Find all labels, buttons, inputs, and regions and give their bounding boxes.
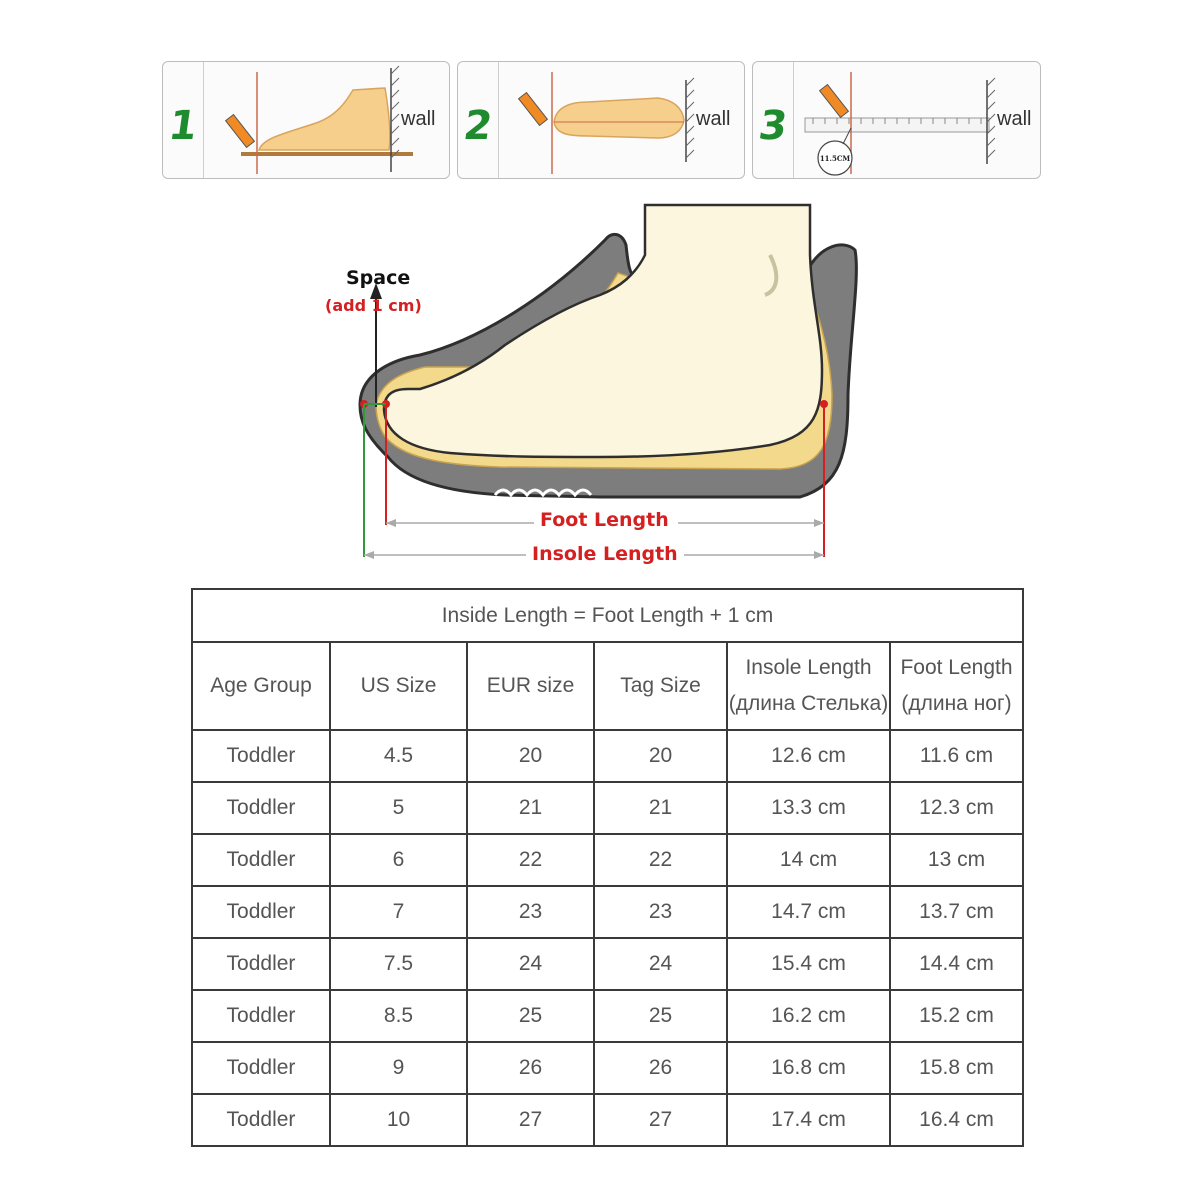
space-label: Space — [346, 267, 411, 289]
size-chart-table — [191, 588, 1024, 1147]
insole-length-cell: 12.6 cm — [727, 730, 890, 782]
foot-length-cell: 16.4 cm — [890, 1094, 1023, 1146]
foot-length-cell: 13.7 cm — [890, 886, 1023, 938]
pencil-icon — [519, 93, 548, 126]
age-group-cell: Toddler — [192, 834, 330, 886]
shoe-fit-diagram — [300, 195, 900, 575]
us-size-cell: 8.5 — [330, 990, 467, 1042]
insole-length-cell: 15.4 cm — [727, 938, 890, 990]
insole-length-cell: 14.7 cm — [727, 886, 890, 938]
header-eur-size: EUR size — [467, 642, 594, 730]
wall-label: wall — [401, 108, 436, 130]
pencil-icon — [820, 85, 849, 118]
wall-label: wall — [696, 108, 731, 130]
eur-size-cell: 24 — [467, 938, 594, 990]
age-group-cell: Toddler — [192, 782, 330, 834]
tag-size-cell: 27 — [594, 1094, 727, 1146]
us-size-cell: 6 — [330, 834, 467, 886]
us-size-cell: 7 — [330, 886, 467, 938]
step-number: 3 — [755, 103, 791, 149]
header-foot-length: Foot Length (длина ног) — [890, 642, 1023, 730]
us-size-cell: 10 — [330, 1094, 467, 1146]
eur-size-cell: 20 — [467, 730, 594, 782]
eur-size-cell: 26 — [467, 1042, 594, 1094]
eur-size-cell: 27 — [467, 1094, 594, 1146]
tag-size-cell: 22 — [594, 834, 727, 886]
pencil-icon — [226, 115, 255, 148]
table-row — [192, 886, 1023, 938]
eur-size-cell: 23 — [467, 886, 594, 938]
step-3-panel — [752, 61, 1041, 179]
table-row — [192, 1042, 1023, 1094]
age-group-cell: Toddler — [192, 1042, 330, 1094]
step-number: 2 — [460, 103, 496, 149]
foot-length-cell: 13 cm — [890, 834, 1023, 886]
table-title: Inside Length = Foot Length + 1 cm — [192, 589, 1023, 642]
step-1-panel — [162, 61, 450, 179]
tag-size-cell: 24 — [594, 938, 727, 990]
table-row — [192, 1094, 1023, 1146]
tag-size-cell: 23 — [594, 886, 727, 938]
table-row — [192, 834, 1023, 886]
tag-size-cell: 25 — [594, 990, 727, 1042]
insole-length-cell: 17.4 cm — [727, 1094, 890, 1146]
header-tag-size: Tag Size — [594, 642, 727, 730]
age-group-cell: Toddler — [192, 730, 330, 782]
insole-length-cell: 14 cm — [727, 834, 890, 886]
ruler-reading: 11.5CM — [819, 154, 851, 163]
foot-length-cell: 11.6 cm — [890, 730, 1023, 782]
header-insole-length: Insole Length (длина Стелька) — [727, 642, 890, 730]
foot-length-label: Foot Length — [540, 509, 669, 531]
tag-size-cell: 20 — [594, 730, 727, 782]
insole-length-cell: 16.2 cm — [727, 990, 890, 1042]
tag-size-cell: 26 — [594, 1042, 727, 1094]
table-row — [192, 990, 1023, 1042]
step-2-panel — [457, 61, 745, 179]
header-us-size: US Size — [330, 642, 467, 730]
age-group-cell: Toddler — [192, 886, 330, 938]
age-group-cell: Toddler — [192, 1094, 330, 1146]
us-size-cell: 5 — [330, 782, 467, 834]
header-age-group: Age Group — [192, 642, 330, 730]
step-number: 1 — [165, 103, 201, 149]
eur-size-cell: 22 — [467, 834, 594, 886]
eur-size-cell: 25 — [467, 990, 594, 1042]
foot-length-cell: 15.8 cm — [890, 1042, 1023, 1094]
space-note: (add 1 cm) — [325, 296, 422, 315]
us-size-cell: 9 — [330, 1042, 467, 1094]
wall-label: wall — [997, 108, 1032, 130]
us-size-cell: 4.5 — [330, 730, 467, 782]
table-header-row — [192, 642, 1023, 730]
age-group-cell: Toddler — [192, 938, 330, 990]
table-row — [192, 730, 1023, 782]
foot-length-cell: 12.3 cm — [890, 782, 1023, 834]
foot-length-cell: 15.2 cm — [890, 990, 1023, 1042]
foot-length-cell: 14.4 cm — [890, 938, 1023, 990]
table-row — [192, 782, 1023, 834]
insole-length-cell: 16.8 cm — [727, 1042, 890, 1094]
insole-length-cell: 13.3 cm — [727, 782, 890, 834]
us-size-cell: 7.5 — [330, 938, 467, 990]
insole-length-label: Insole Length — [532, 543, 678, 565]
eur-size-cell: 21 — [467, 782, 594, 834]
table-row — [192, 938, 1023, 990]
age-group-cell: Toddler — [192, 990, 330, 1042]
tag-size-cell: 21 — [594, 782, 727, 834]
